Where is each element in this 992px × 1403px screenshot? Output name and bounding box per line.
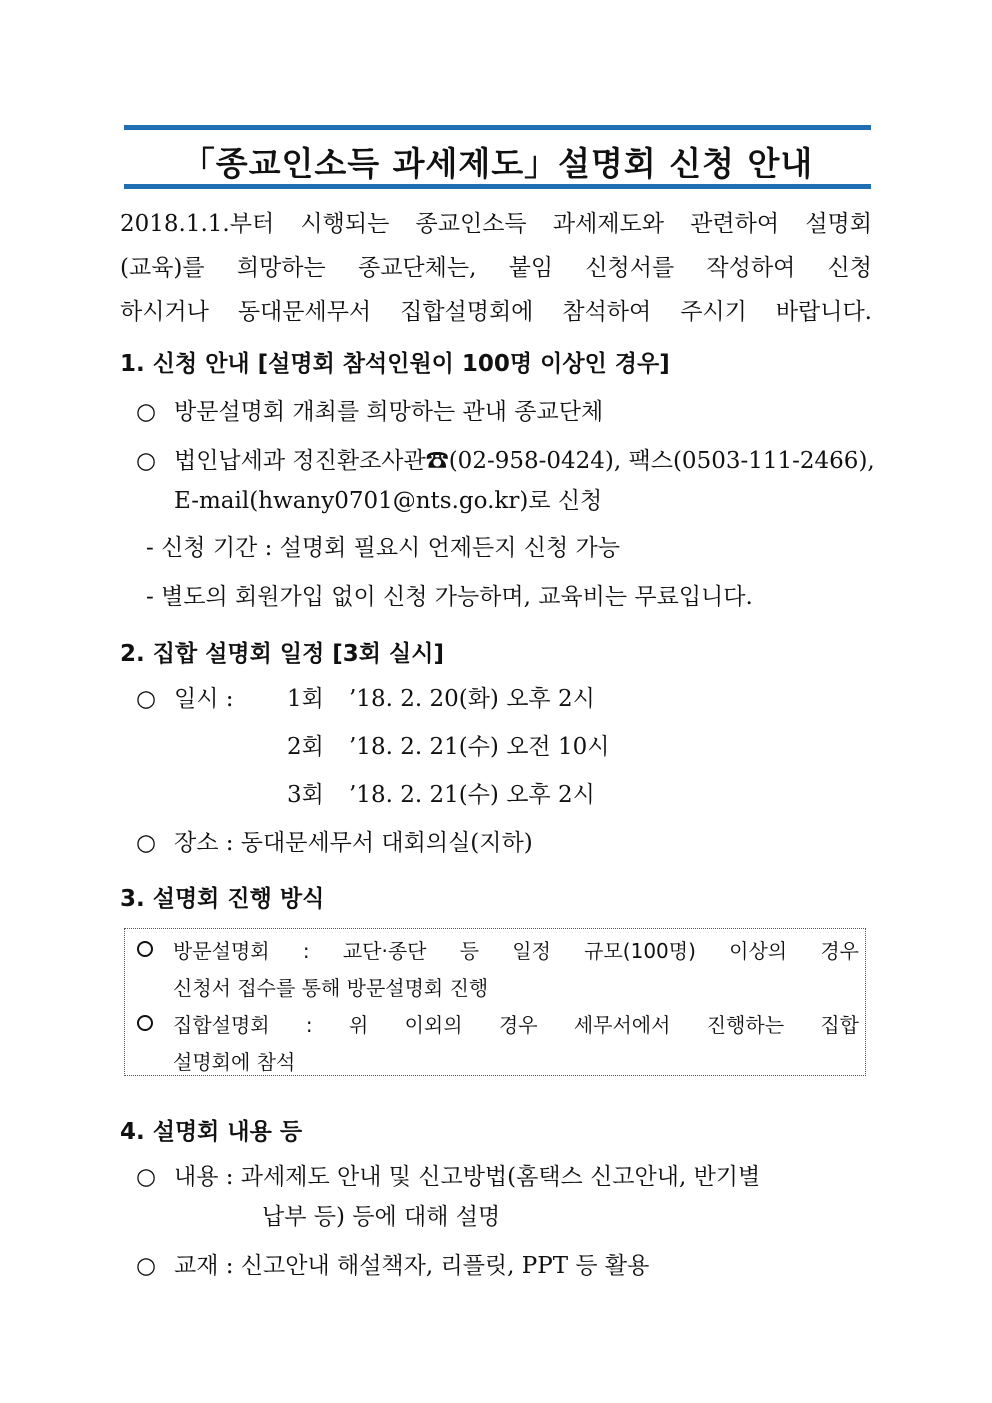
section1-bullet2-text: 법인납세과 정진환조사관☎(02-958-0424), 팩스(0503-111-2466), — [174, 448, 875, 474]
circle-bullet-icon: ○ — [136, 399, 157, 425]
circle-bullet-icon — [137, 941, 153, 957]
method-item1-line1: 방문설명회 : 교단·종단 등 일정 규모(100명) 이상의 경우 — [173, 939, 859, 963]
circle-bullet-icon: ○ — [136, 1253, 157, 1279]
schedule-row — [287, 776, 595, 809]
schedule-round: 2회 — [287, 734, 324, 760]
section4-content — [136, 1158, 760, 1191]
section3-heading: 3. 설명회 진행 방식 — [120, 886, 325, 912]
intro-line: 하시거나 동대문세무서 집합설명회에 참석하여 주시기 바랍니다. — [120, 299, 872, 325]
place-text: 장소 : 동대문세무서 대회의실(지하) — [174, 830, 533, 856]
section1-bullet2 — [136, 442, 875, 475]
schedule-date: ’18. 2. 20(화) 오후 2시 — [349, 686, 595, 712]
circle-bullet-icon: ○ — [136, 830, 157, 856]
circle-bullet-icon — [137, 1015, 153, 1031]
schedule-date: ’18. 2. 21(수) 오후 2시 — [349, 782, 595, 808]
title-bottom-rule — [124, 184, 871, 189]
section2-place — [136, 824, 533, 857]
section1-dash2: - 별도의 회원가입 없이 신청 가능하며, 교육비는 무료입니다. — [146, 584, 753, 610]
circle-bullet-icon: ○ — [136, 1164, 157, 1190]
method-box — [124, 928, 866, 1076]
circle-bullet-icon: ○ — [136, 686, 157, 712]
schedule-row — [287, 680, 595, 713]
date-label: 일시 : — [174, 686, 234, 712]
section1-heading: 1. 신청 안내 [설명회 참석인원이 100명 이상인 경우] — [120, 351, 670, 377]
section2-heading: 2. 집합 설명회 일정 [3회 실시] — [120, 641, 444, 667]
section2-date-label-row — [136, 680, 234, 713]
page-title: 「종교인소득 과세제도」설명회 신청 안내 — [181, 144, 814, 183]
section4-heading: 4. 설명회 내용 등 — [120, 1119, 303, 1145]
schedule-round: 1회 — [287, 686, 324, 712]
schedule-round: 3회 — [287, 782, 324, 808]
intro-paragraph — [120, 202, 872, 334]
content-text: 내용 : 과세제도 안내 및 신고방법(홈택스 신고안내, 반기별 — [174, 1164, 761, 1190]
section1-dash1: - 신청 기간 : 설명회 필요시 언제든지 신청 가능 — [146, 535, 620, 561]
section4-material — [136, 1247, 649, 1280]
section1-bullet1 — [136, 393, 603, 426]
section1-bullet1-text: 방문설명회 개최를 희망하는 관내 종교단체 — [174, 399, 604, 425]
title-top-rule — [124, 125, 871, 130]
circle-bullet-icon: ○ — [136, 448, 157, 474]
method-item2-line1: 집합설명회 : 위 이외의 경우 세무서에서 진행하는 집합 — [173, 1013, 859, 1037]
schedule-row — [287, 728, 609, 761]
schedule-date: ’18. 2. 21(수) 오전 10시 — [349, 734, 610, 760]
intro-line: (교육)를 희망하는 종교단체는, 붙임 신청서를 작성하여 신청 — [120, 255, 872, 281]
method-item1-line2: 신청서 접수를 통해 방문설명회 진행 — [173, 976, 489, 1000]
material-text: 교재 : 신고안내 해설책자, 리플릿, PPT 등 활용 — [174, 1253, 650, 1279]
section4-content-line2: 납부 등) 등에 대해 설명 — [262, 1204, 501, 1230]
method-item2-line2: 설명회에 참석 — [173, 1050, 296, 1074]
intro-line: 2018.1.1.부터 시행되는 종교인소득 과세제도와 관련하여 설명회 — [120, 211, 872, 237]
section1-bullet2-line2: E-mail(hwany0701@nts.go.kr)로 신청 — [174, 488, 603, 514]
